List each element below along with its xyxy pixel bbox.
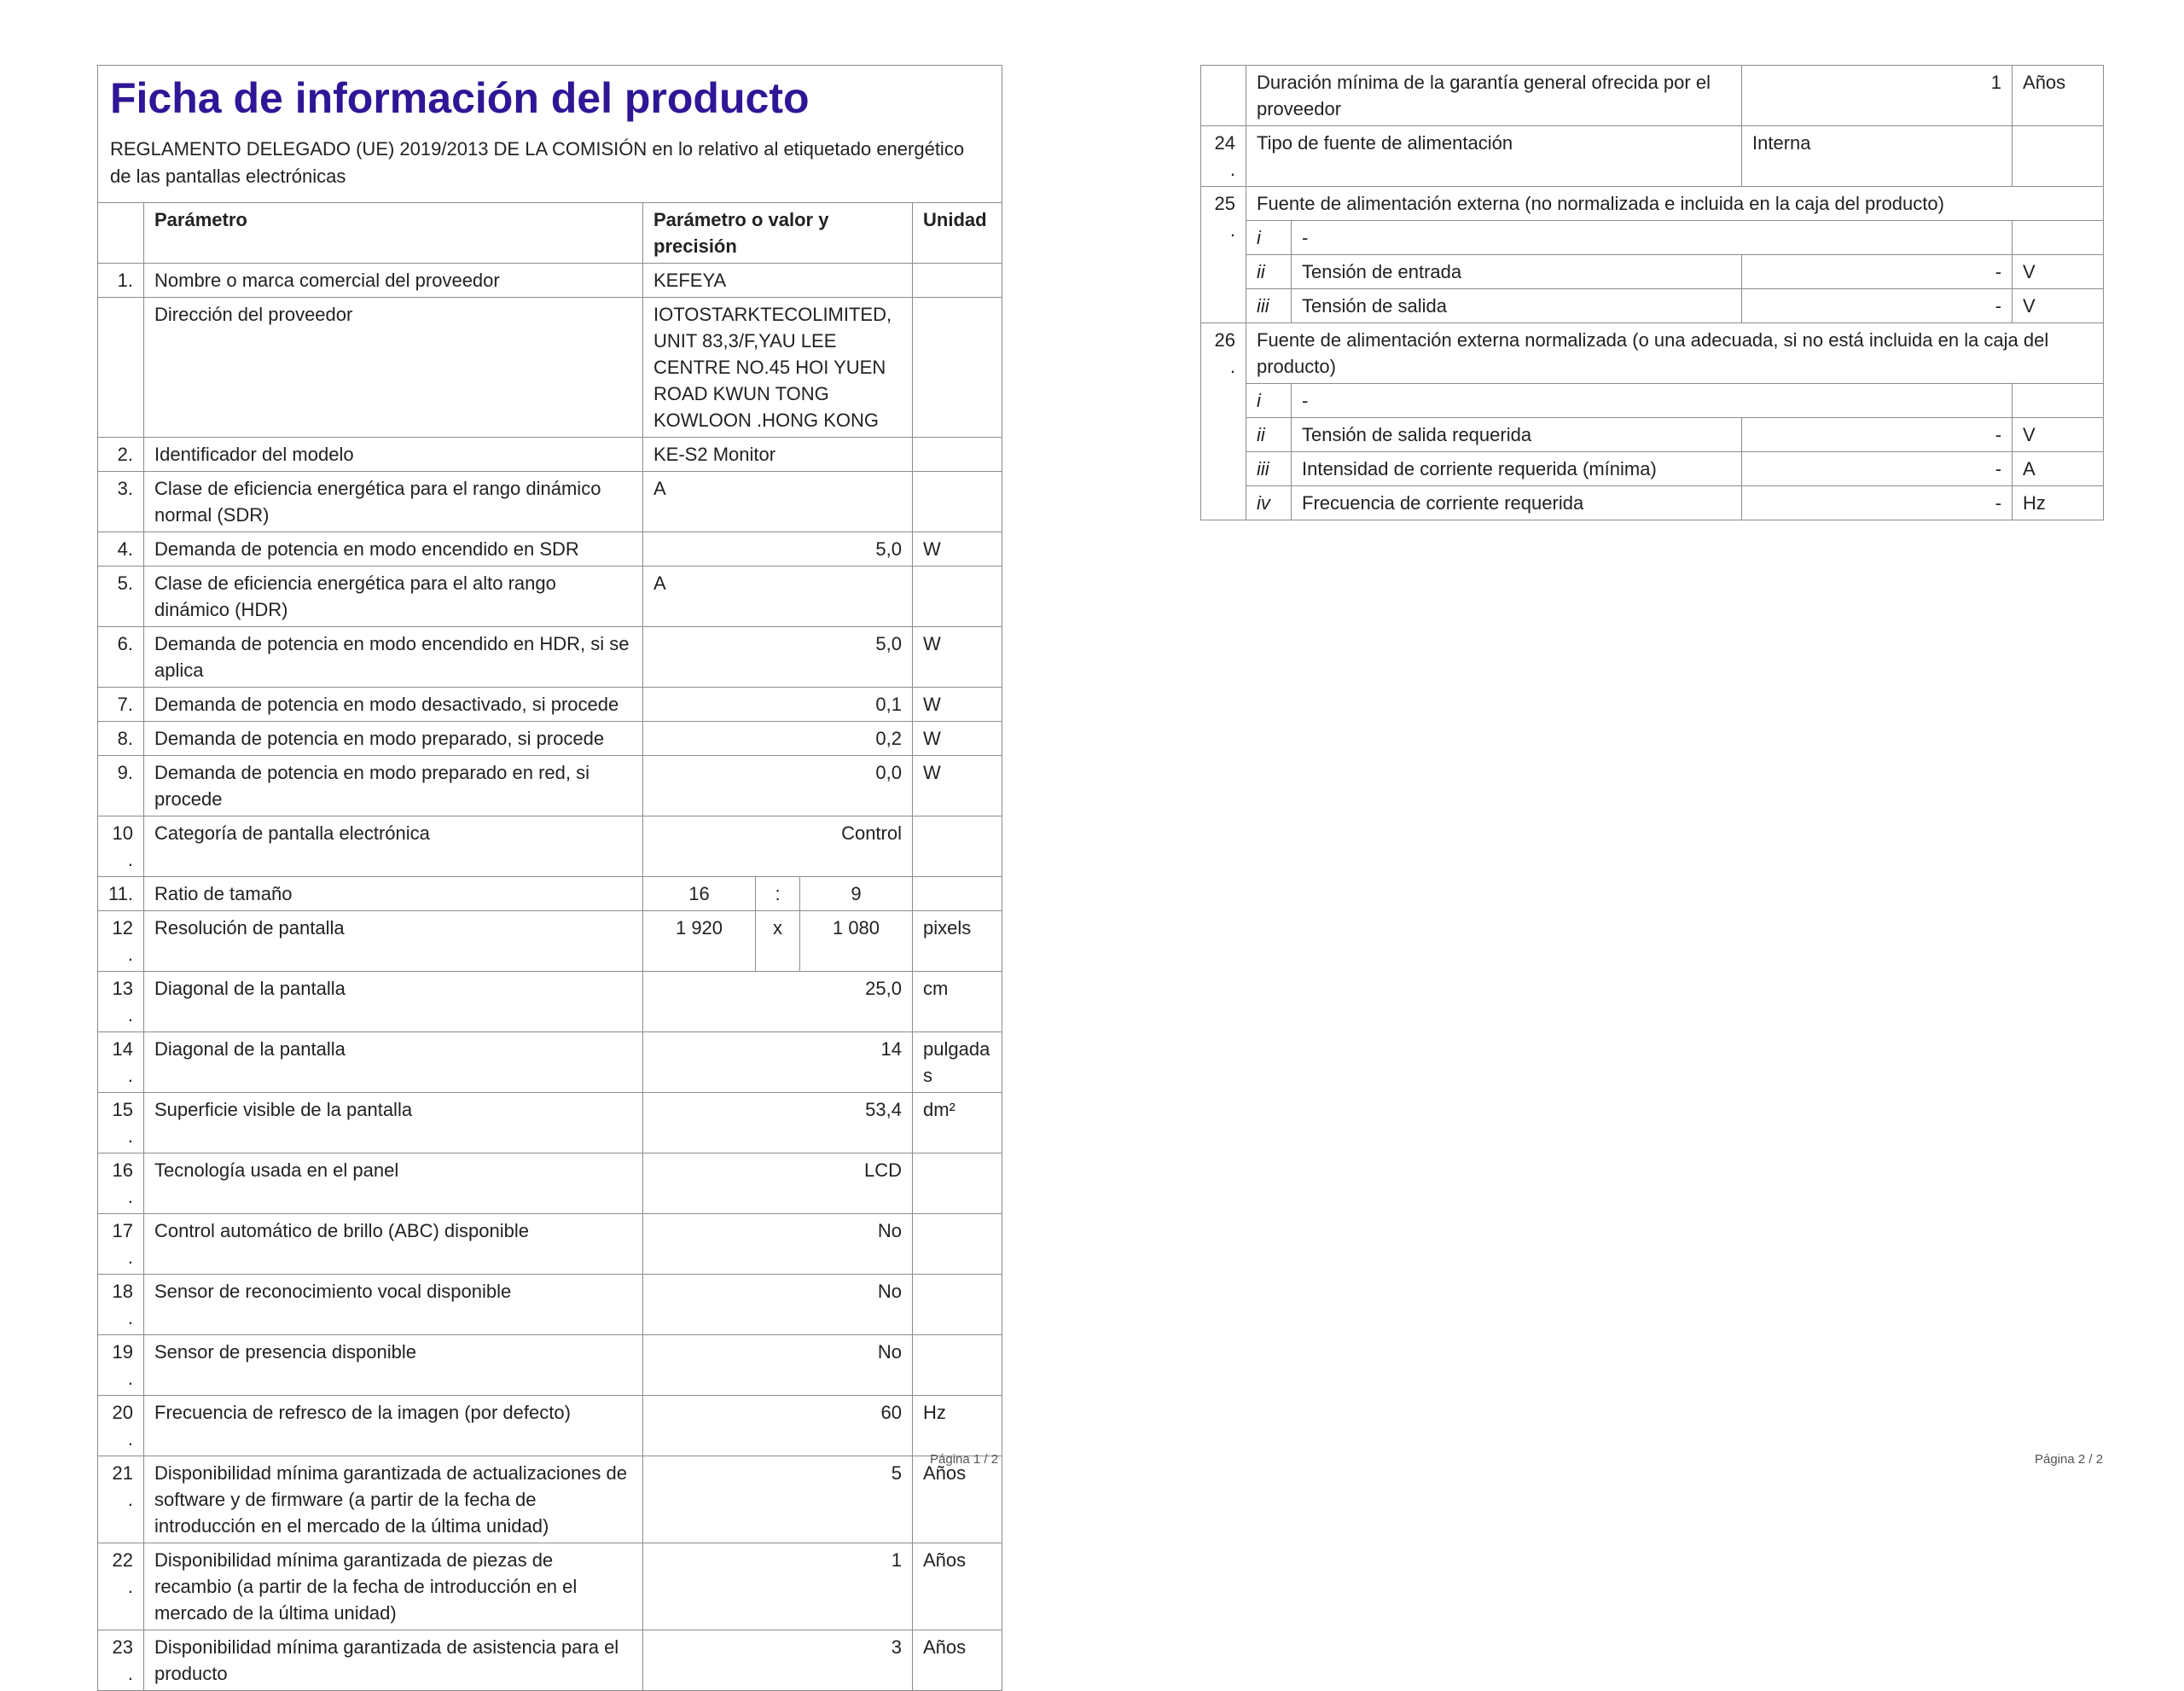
row-number: 21.: [98, 1456, 144, 1543]
table-row: [98, 438, 1002, 472]
row-unit: W: [913, 756, 1002, 816]
row-label: Ratio de tamaño: [144, 877, 643, 911]
row-value: 5,0: [643, 532, 913, 567]
sub-index: i: [1246, 384, 1292, 418]
row-unit: Hz: [2013, 486, 2104, 520]
table-row: [1201, 384, 2104, 418]
row-label: Tensión de entrada: [1292, 255, 1742, 289]
title-row: [98, 66, 1002, 203]
table-row: [98, 1335, 1002, 1396]
page-footer-2: Página 2 / 2: [2035, 1452, 2104, 1467]
row-value: 5: [643, 1456, 913, 1543]
sub-index: ii: [1246, 255, 1292, 289]
row-value: -: [1742, 289, 2013, 323]
row-label: -: [1292, 384, 2013, 418]
table-row: [98, 1275, 1002, 1335]
row-value: 3: [643, 1630, 913, 1691]
row-value: -: [1742, 255, 2013, 289]
table-row: [98, 1396, 1002, 1456]
ratio-width: 16: [643, 877, 756, 911]
row-number: 24.: [1201, 126, 1246, 187]
header-value: Parámetro o valor y precisión: [643, 203, 913, 264]
row-value: Control: [643, 816, 913, 877]
row-value: 0,1: [643, 688, 913, 722]
row-value: -: [1742, 486, 2013, 520]
table-row: [98, 688, 1002, 722]
resolution-separator: x: [756, 911, 800, 972]
row-number: 15.: [98, 1093, 144, 1153]
table-row: [98, 1032, 1002, 1093]
header-unit: Unidad: [913, 203, 1002, 264]
row-value: -: [1742, 418, 2013, 452]
row-label: Sensor de presencia disponible: [144, 1335, 643, 1396]
row-unit: dm²: [913, 1093, 1002, 1153]
row-value: LCD: [643, 1153, 913, 1214]
row-unit: [913, 264, 1002, 298]
page-footer-1: Página 1 / 2: [930, 1452, 999, 1467]
row-value: A: [643, 472, 913, 532]
row-unit: Años: [913, 1630, 1002, 1691]
row-unit: V: [2013, 289, 2104, 323]
ratio-separator: :: [756, 877, 800, 911]
table-row: [1201, 289, 2104, 323]
row-number: 10.: [98, 816, 144, 877]
row-label: Identificador del modelo: [144, 438, 643, 472]
table-row: [98, 1214, 1002, 1275]
table-row: [98, 722, 1002, 756]
row-number: 19.: [98, 1335, 144, 1396]
row-value: No: [643, 1335, 913, 1396]
sub-index: iii: [1246, 289, 1292, 323]
row-value: 0,0: [643, 756, 913, 816]
row-value: KEFEYA: [643, 264, 913, 298]
row-value: -: [1742, 452, 2013, 486]
row-number: 1.: [98, 264, 144, 298]
table-row: [98, 756, 1002, 816]
row-value: 53,4: [643, 1093, 913, 1153]
row-label: Frecuencia de refresco de la imagen (por defecto): [144, 1396, 643, 1456]
row-label: Control automático de brillo (ABC) disponible: [144, 1214, 643, 1275]
row-number: 2.: [98, 438, 144, 472]
row-label: Tipo de fuente de alimentación: [1246, 126, 1742, 187]
table-row: [1201, 255, 2104, 289]
table-row: [98, 816, 1002, 877]
row-label: Tensión de salida requerida: [1292, 418, 1742, 452]
row-label: Disponibilidad mínima garantizada de asistencia para el producto: [144, 1630, 643, 1691]
row-number: 25.: [1201, 187, 1246, 323]
row-number: 22.: [98, 1543, 144, 1630]
table-row: [98, 472, 1002, 532]
row-label: Categoría de pantalla electrónica: [144, 816, 643, 877]
row-number: 20.: [98, 1396, 144, 1456]
row-unit: W: [913, 627, 1002, 688]
row-label: Nombre o marca comercial del proveedor: [144, 264, 643, 298]
row-unit: [913, 1335, 1002, 1396]
row-unit: [913, 567, 1002, 627]
row-label: Demanda de potencia en modo preparado en red, si procede: [144, 756, 643, 816]
row-unit: W: [913, 532, 1002, 567]
row-number: 18.: [98, 1275, 144, 1335]
row-number: 26.: [1201, 323, 1246, 520]
sub-index: iv: [1246, 486, 1292, 520]
row-value: 1: [1742, 66, 2013, 126]
row-value: No: [643, 1275, 913, 1335]
page-title: Ficha de información del producto: [110, 74, 810, 122]
row-number: 3.: [98, 472, 144, 532]
table-row: [1201, 486, 2104, 520]
row-unit: [913, 816, 1002, 877]
table-row: [1201, 418, 2104, 452]
row-unit: pulgadas: [913, 1032, 1002, 1093]
table-row: [98, 532, 1002, 567]
row-label: Resolución de pantalla: [144, 911, 643, 972]
row-label: Disponibilidad mínima garantizada de piezas de recambio (a partir de la fecha de introducción en el mercado de la última unidad): [144, 1543, 643, 1630]
row-unit: pixels: [913, 911, 1002, 972]
row-unit: [913, 438, 1002, 472]
row-number: 4.: [98, 532, 144, 567]
resolution-width: 1 920: [643, 911, 756, 972]
table-row: [98, 567, 1002, 627]
table-row: [98, 1543, 1002, 1630]
row-value: 5,0: [643, 627, 913, 688]
table-row: [98, 877, 1002, 911]
table-row: [98, 972, 1002, 1032]
table-row: [98, 1153, 1002, 1214]
row-unit: Años: [913, 1456, 1002, 1543]
row-number: 12.: [98, 911, 144, 972]
row-value: 1: [643, 1543, 913, 1630]
row-value: 60: [643, 1396, 913, 1456]
table-row: [98, 1456, 1002, 1543]
table-row: [98, 911, 1002, 972]
header-row: [98, 203, 1002, 264]
row-label: -: [1292, 221, 2013, 255]
row-unit: W: [913, 688, 1002, 722]
row-label: Tecnología usada en el panel: [144, 1153, 643, 1214]
row-unit: V: [2013, 418, 2104, 452]
resolution-height: 1 080: [800, 911, 913, 972]
row-value: IOTOSTARKTECOLIMITED, UNIT 83,3/F,YAU LEE CENTRE NO.45 HOI YUEN ROAD KWUN TONG KOWLOON .HONG KONG: [643, 298, 913, 438]
row-label: Fuente de alimentación externa (no normalizada e incluida en la caja del producto): [1246, 187, 2104, 221]
table-row: [1201, 187, 2104, 221]
row-label: Demanda de potencia en modo encendido en HDR, si se aplica: [144, 627, 643, 688]
row-label: Demanda de potencia en modo preparado, si procede: [144, 722, 643, 756]
table-row: [98, 1093, 1002, 1153]
row-unit: [913, 877, 1002, 911]
sub-index: ii: [1246, 418, 1292, 452]
row-unit: Hz: [913, 1396, 1002, 1456]
row-label: Diagonal de la pantalla: [144, 1032, 643, 1093]
row-value: Interna: [1742, 126, 2013, 187]
table-row: [1201, 126, 2104, 187]
row-unit: A: [2013, 452, 2104, 486]
row-value: 14: [643, 1032, 913, 1093]
table-row: [98, 1630, 1002, 1691]
row-label: Dirección del proveedor: [144, 298, 643, 438]
row-unit: Años: [913, 1543, 1002, 1630]
table-row: [1201, 323, 2104, 384]
row-label: Fuente de alimentación externa normalizada (o una adecuada, si no está incluida en la caja del producto): [1246, 323, 2104, 384]
product-info-table: [97, 65, 1002, 1691]
sub-index: i: [1246, 221, 1292, 255]
row-label: Clase de eficiencia energética para el alto rango dinámico (HDR): [144, 567, 643, 627]
row-unit: V: [2013, 255, 2104, 289]
row-label: Diagonal de la pantalla: [144, 972, 643, 1032]
regulation-text: REGLAMENTO DELEGADO (UE) 2019/2013 DE LA COMISIÓN en lo relativo al etiquetado energético de las pantallas electrónicas: [110, 138, 965, 187]
row-label: Demanda de potencia en modo encendido en SDR: [144, 532, 643, 567]
row-label: Demanda de potencia en modo desactivado, si procede: [144, 688, 643, 722]
table-row: [1201, 66, 2104, 126]
table-row: [1201, 221, 2104, 255]
row-number: 23.: [98, 1630, 144, 1691]
row-label: Duración mínima de la garantía general ofrecida por el proveedor: [1246, 66, 1742, 126]
sub-index: iii: [1246, 452, 1292, 486]
row-unit: [913, 1153, 1002, 1214]
row-number: 6.: [98, 627, 144, 688]
row-label: Sensor de reconocimiento vocal disponible: [144, 1275, 643, 1335]
row-unit: [913, 298, 1002, 438]
row-value: 25,0: [643, 972, 913, 1032]
power-supply-table: [1200, 65, 2104, 520]
row-unit: W: [913, 722, 1002, 756]
row-value: A: [643, 567, 913, 627]
row-label: Tensión de salida: [1292, 289, 1742, 323]
row-number: 16.: [98, 1153, 144, 1214]
row-number: 5.: [98, 567, 144, 627]
row-unit: cm: [913, 972, 1002, 1032]
row-unit: [913, 1275, 1002, 1335]
table-row: [98, 627, 1002, 688]
ratio-height: 9: [800, 877, 913, 911]
row-number: 7.: [98, 688, 144, 722]
row-number: 9.: [98, 756, 144, 816]
row-value: No: [643, 1214, 913, 1275]
row-value: 0,2: [643, 722, 913, 756]
table-row: [1201, 452, 2104, 486]
row-unit: [913, 1214, 1002, 1275]
header-parameter: Parámetro: [144, 203, 643, 264]
table-row: [98, 298, 1002, 438]
row-number: 13.: [98, 972, 144, 1032]
row-label: Frecuencia de corriente requerida: [1292, 486, 1742, 520]
row-number: 17.: [98, 1214, 144, 1275]
row-label: Clase de eficiencia energética para el rango dinámico normal (SDR): [144, 472, 643, 532]
row-number: 14.: [98, 1032, 144, 1093]
row-label: Disponibilidad mínima garantizada de actualizaciones de software y de firmware (a partir de la fecha de introducción en el mercado de la última unidad): [144, 1456, 643, 1543]
table-row: [98, 264, 1002, 298]
row-label: Intensidad de corriente requerida (mínima): [1292, 452, 1742, 486]
row-label: Superficie visible de la pantalla: [144, 1093, 643, 1153]
row-number: 11.: [98, 877, 144, 911]
row-unit: Años: [2013, 66, 2104, 126]
row-unit: [913, 472, 1002, 532]
row-number: 8.: [98, 722, 144, 756]
row-value: KE-S2 Monitor: [643, 438, 913, 472]
